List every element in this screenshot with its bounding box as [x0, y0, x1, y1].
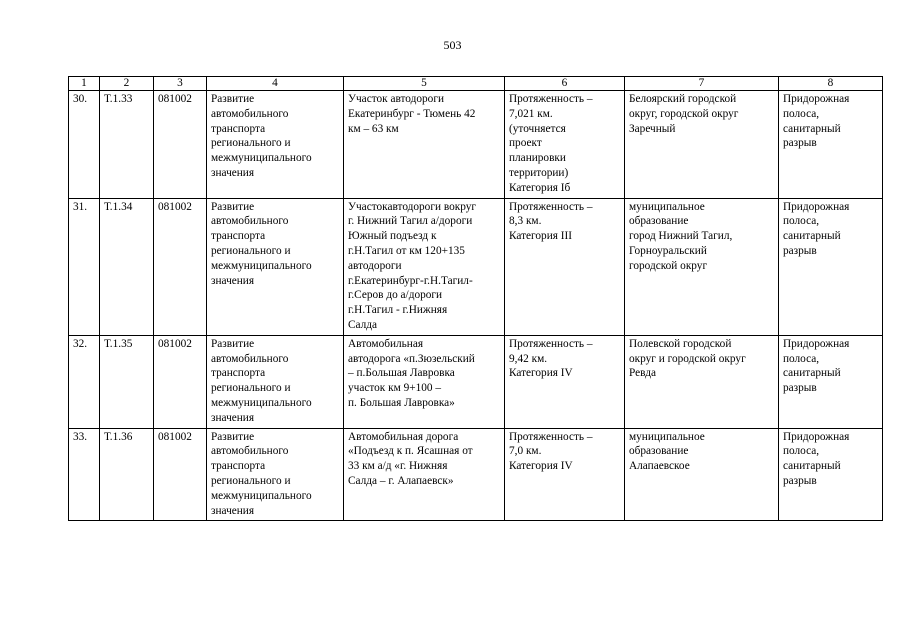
object-code-cell: Т.1.34 — [100, 198, 154, 335]
column-header: 1 — [69, 77, 100, 91]
characteristics-cell: Протяженность – 9,42 км. Категория IV — [505, 335, 625, 428]
header-row — [69, 77, 883, 91]
purpose-cell: Развитие автомобильного транспорта регионального и межмуниципального значения — [207, 198, 344, 335]
characteristics-cell: Протяженность – 7,021 км. (уточняется проект планировки территории) Категория Iб — [505, 91, 625, 199]
table-row — [69, 198, 883, 335]
class-code-cell: 081002 — [154, 91, 207, 199]
location-cell: муниципальное образование Алапаевское — [625, 428, 779, 521]
purpose-cell: Развитие автомобильного транспорта регионального и межмуниципального значения — [207, 335, 344, 428]
row-number-cell: 31. — [69, 198, 100, 335]
zone-cell: Придорожная полоса, санитарный разрыв — [779, 335, 883, 428]
object-code-cell: Т.1.35 — [100, 335, 154, 428]
row-number-cell: 30. — [69, 91, 100, 199]
column-header: 6 — [505, 77, 625, 91]
table-row — [69, 91, 883, 199]
zone-cell: Придорожная полоса, санитарный разрыв — [779, 91, 883, 199]
row-number-cell: 32. — [69, 335, 100, 428]
characteristics-cell: Протяженность – 7,0 км. Категория IV — [505, 428, 625, 521]
location-cell: Полевской городской округ и городской округ Ревда — [625, 335, 779, 428]
class-code-cell: 081002 — [154, 428, 207, 521]
column-header: 8 — [779, 77, 883, 91]
characteristics-cell: Протяженность – 8,3 км. Категория III — [505, 198, 625, 335]
class-code-cell: 081002 — [154, 335, 207, 428]
table-row — [69, 428, 883, 521]
object-name-cell: Участокавтодороги вокруг г. Нижний Тагил а/дороги Южный подъезд к г.Н.Тагил от км 120+135 автодороги г.Екатеринбург-г.Н.Тагил- г.Серов до а/дороги г.Н.Тагил - г.Нижняя Салда — [344, 198, 505, 335]
zone-cell: Придорожная полоса, санитарный разрыв — [779, 198, 883, 335]
object-name-cell: Автомобильная автодорога «п.Зюзельский – п.Большая Лавровка участок км 9+100 – п. Большая Лавровка» — [344, 335, 505, 428]
class-code-cell: 081002 — [154, 198, 207, 335]
page-number: 503 — [443, 38, 462, 52]
table-row — [69, 335, 883, 428]
purpose-cell: Развитие автомобильного транспорта регионального и межмуниципального значения — [207, 428, 344, 521]
location-cell: муниципальное образование город Нижний Тагил, Горноуральский городской округ — [625, 198, 779, 335]
column-header: 4 — [207, 77, 344, 91]
object-code-cell: Т.1.33 — [100, 91, 154, 199]
location-cell: Белоярский городской округ, городской округ Заречный — [625, 91, 779, 199]
purpose-cell: Развитие автомобильного транспорта регионального и межмуниципального значения — [207, 91, 344, 199]
object-code-cell: Т.1.36 — [100, 428, 154, 521]
column-header: 7 — [625, 77, 779, 91]
object-name-cell: Участок автодороги Екатеринбург - Тюмень 42 км – 63 км — [344, 91, 505, 199]
zone-cell: Придорожная полоса, санитарный разрыв — [779, 428, 883, 521]
column-header: 5 — [344, 77, 505, 91]
column-header: 3 — [154, 77, 207, 91]
column-header: 2 — [100, 77, 154, 91]
objects-table — [68, 76, 883, 521]
object-name-cell: Автомобильная дорога «Подъезд к п. Ясашная от 33 км а/д «г. Нижняя Салда – г. Алапаевск» — [344, 428, 505, 521]
row-number-cell: 33. — [69, 428, 100, 521]
